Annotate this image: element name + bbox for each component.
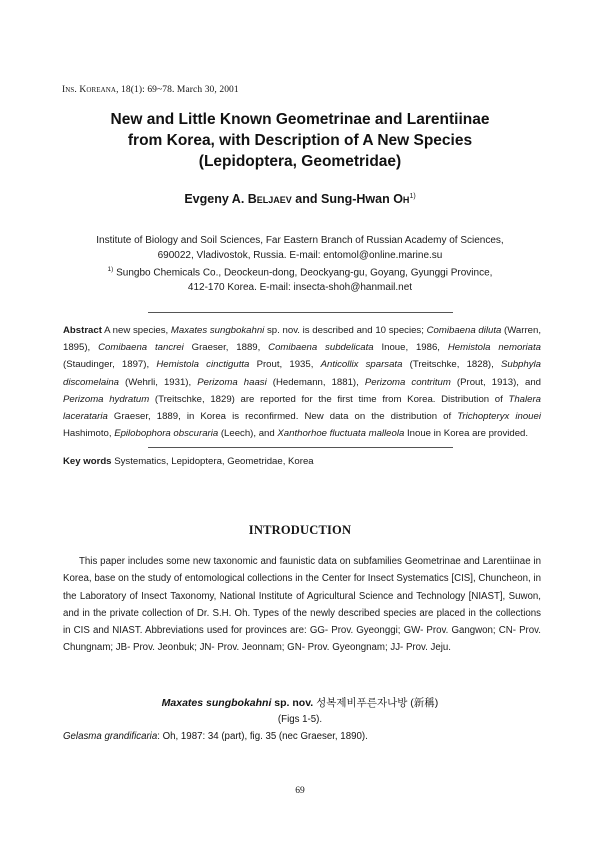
- author1-family: Beljaev: [247, 192, 292, 206]
- paper-title: [40, 109, 560, 172]
- species-name: Subphyla discomelaina: [63, 359, 541, 388]
- abstract-text: Inoue, 1986,: [373, 342, 448, 354]
- affiliation-line-2: 690022, Vladivostok, Russia. E-mail: entomol@online.marine.su: [157, 249, 443, 261]
- abstract-text: (Staudinger, 1897),: [63, 359, 157, 371]
- synonym-name: Gelasma grandificaria: [63, 731, 158, 742]
- keywords: [63, 456, 314, 467]
- affiliation-footnote-mark: 1): [107, 266, 114, 273]
- species-name: Perizoma hydratum: [63, 393, 150, 405]
- abstract-text: (Leech), and: [218, 428, 278, 440]
- author-connector: and: [291, 192, 321, 206]
- abstract-text: sp. nov. is described and 10 species;: [264, 325, 427, 336]
- affiliation-line-1: Institute of Biology and Soil Sciences, Far Eastern Branch of Russian Academy of Sciences,: [96, 235, 504, 246]
- introduction-paragraph: This paper includes some new taxonomic and faunistic data on subfamilies Geometrinae and Larentiinae in Korea, base on the study of entomological collections in the Center for Insect Systematics [CIS], Chuncheon, in the Laboratory of Insect Taxonomy, National Institute of Agricultural Science and Technology [NIAST], Suwon, and in the private collection of Dr. S.H. Oh. Types of the newly described species are placed in the collections in CIS and NIAST. Abbreviations used for provinces are: GG- Prov. Gyeonggi; GW- Prov. Gangwon; CN- Prov. Chungnam; JB- Prov. Jeonbuk; JN- Prov. Jeonnam; GN- Prov. Gyeongnam; JJ- Prov. Jeju.: [63, 556, 541, 654]
- abstract-top-rule: [148, 312, 453, 313]
- species-name: Comibaena tancrei: [98, 342, 184, 354]
- species-name: Epilobophora obscuraria: [114, 428, 219, 440]
- journal-name: Ins. Koreana: [62, 85, 117, 95]
- author2-footnote-mark: 1): [409, 192, 416, 200]
- synonym-text: : Oh, 1987: 34 (part), fig. 35 (nec Graeser, 1890).: [157, 731, 368, 742]
- author-line: [40, 192, 560, 206]
- title-line-1: New and Little Known Geometrinae and Larentiinae: [110, 111, 490, 128]
- abstract-text: (Treitschke, 1829) are reported for the first time from Korea. Distribution of: [149, 393, 509, 405]
- abstract-text: Prout, 1935,: [249, 359, 321, 371]
- affiliation-line-3-text: Sungbo Chemicals Co., Deockeun-dong, Deockyang-gu, Goyang, Gyunggi Province,: [113, 267, 493, 279]
- abstract-text: Inoue in Korea are provided.: [404, 428, 529, 440]
- abstract-label: Abstract: [63, 325, 102, 336]
- abstract: [63, 322, 541, 442]
- species-name: Perizoma haasi: [197, 376, 267, 388]
- abstract-bottom-rule: [148, 447, 453, 448]
- affiliations: [60, 234, 540, 295]
- abstract-text: (Wehrli, 1931),: [119, 376, 198, 388]
- species-heading-korean: 성복제비푸른자나방 (新稱): [313, 697, 439, 709]
- affiliation-line-4: 412-170 Korea. E-mail: insecta-shoh@hanmail.net: [187, 281, 413, 293]
- abstract-text: Graeser, 1889, in Korea is reconfirmed. New data on the distribution of: [107, 411, 458, 423]
- species-name: Hemistola nemoriata: [447, 342, 541, 354]
- species-name: Comibaena subdelicata: [268, 342, 374, 354]
- species-heading-status: sp. nov.: [271, 697, 314, 709]
- title-line-3: (Lepidoptera, Geometridae): [198, 153, 402, 170]
- species-name: Maxates sungbokahni: [170, 325, 265, 336]
- figure-reference: (Figs 1-5).: [277, 714, 323, 725]
- author2-family: Oh: [393, 192, 410, 206]
- abstract-text: (Prout, 1913), and: [450, 376, 542, 388]
- keywords-text: Systematics, Lepidoptera, Geometridae, Korea: [111, 456, 314, 467]
- species-name: Xanthorhoe fluctuata malleola: [277, 428, 405, 440]
- species-name: Comibaena diluta: [426, 325, 502, 336]
- title-line-2: from Korea, with Description of A New Species: [127, 132, 473, 149]
- page-number: 69: [295, 786, 305, 796]
- species-heading: [0, 695, 600, 710]
- species-name: Anticollix sparsata: [320, 359, 403, 371]
- species-name: Perizoma contritum: [364, 376, 451, 388]
- journal-citation: [62, 85, 239, 95]
- affiliation-line-3: [60, 263, 540, 281]
- keywords-label: Key words: [63, 456, 112, 467]
- species-name: Thalera lacerataria: [63, 393, 542, 423]
- abstract-text: Graeser, 1889,: [183, 342, 269, 354]
- abstract-text: Hashimoto,: [63, 428, 115, 440]
- abstract-text: (Treitschke, 1828),: [402, 359, 501, 371]
- species-heading-name: Maxates sungbokahni: [161, 697, 272, 709]
- author2-given: Sung-Hwan: [320, 192, 394, 206]
- species-name: Trichopteryx inouei: [457, 411, 541, 423]
- journal-volume-date: , 18(1): 69~78. March 30, 2001: [116, 85, 239, 95]
- species-name: Hemistola cinctigutta: [156, 359, 250, 371]
- author1-given: Evgeny A.: [184, 192, 248, 206]
- abstract-text: (Hedemann, 1881),: [266, 376, 365, 388]
- synonym-line: [63, 731, 368, 742]
- introduction-heading: INTRODUCTION: [248, 523, 352, 537]
- abstract-text: A new species,: [101, 325, 171, 336]
- abstract-text: (Warren, 1895),: [63, 325, 541, 354]
